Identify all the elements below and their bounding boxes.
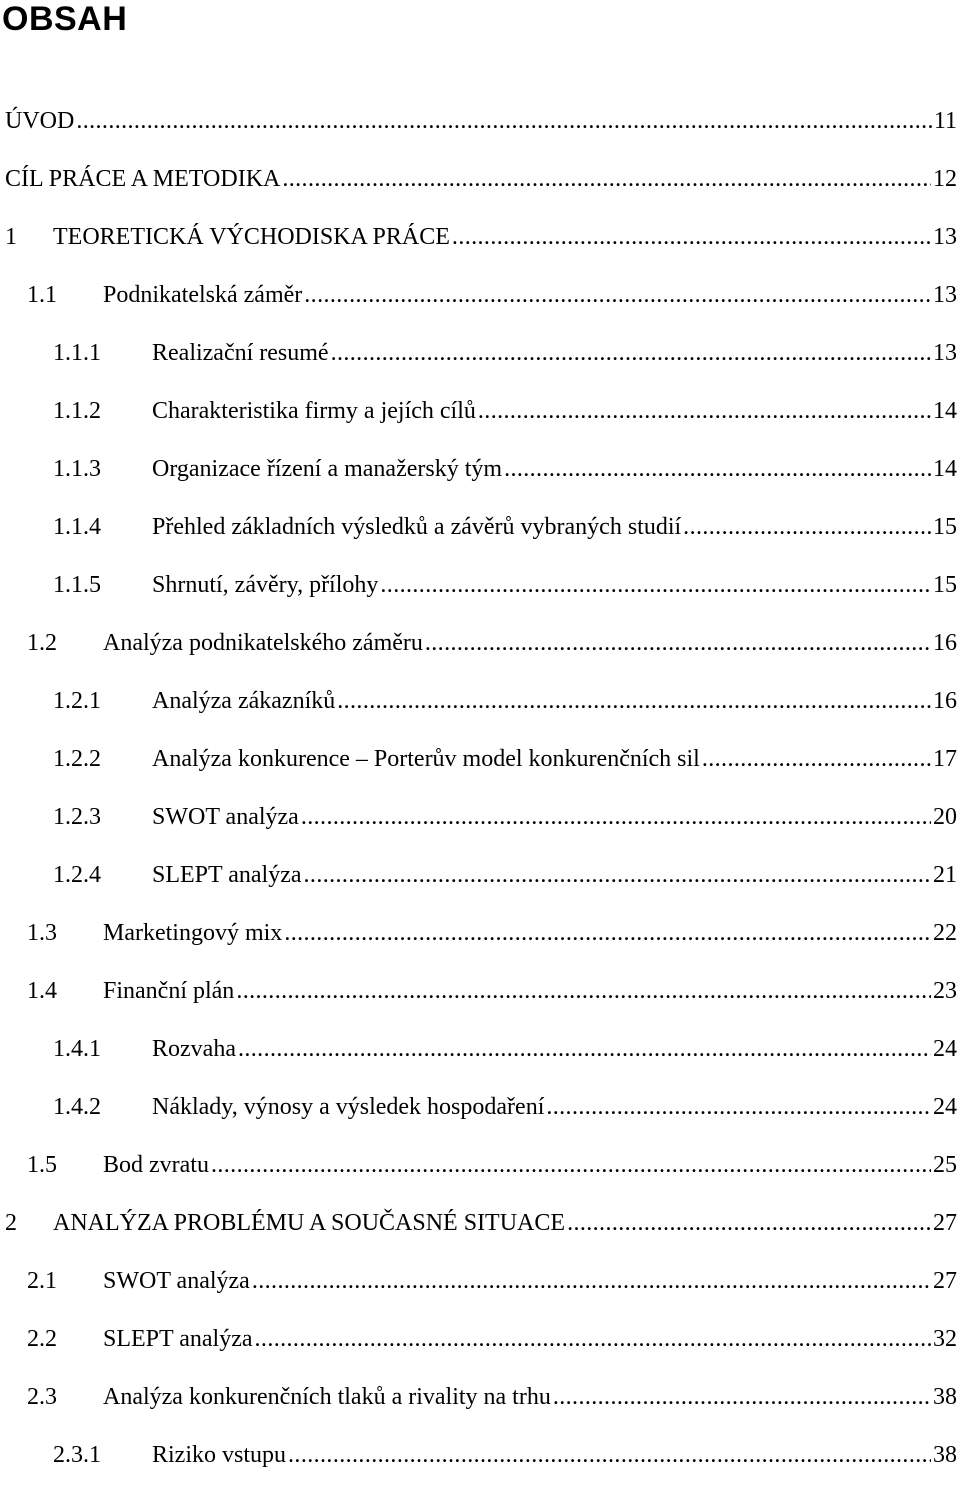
toc-entry-line[interactable] [27,273,957,317]
toc-dot-leader [337,679,931,723]
toc-entry-line[interactable] [27,1317,957,1361]
toc-entry-page-number[interactable]: 14 [933,398,957,424]
toc-entry-title[interactable]: Realizační resumé [152,340,329,366]
toc-entry-page-number[interactable]: 38 [933,1384,957,1410]
toc-entry-line[interactable] [53,679,957,723]
toc-entry-title[interactable]: Analýza podnikatelského záměru [103,630,423,656]
toc-entry-title[interactable]: Bod zvratu [103,1152,209,1178]
toc-entry[interactable] [0,1433,960,1491]
toc-entry[interactable] [0,795,960,853]
toc-entry[interactable] [0,331,960,389]
toc-dot-leader [683,505,931,549]
page-title: OBSAH [2,0,128,38]
toc-entry-number: 2.2 [27,1326,57,1352]
toc-entry-number: 1.2 [27,630,57,656]
toc-entry-page-number[interactable]: 16 [933,630,957,656]
toc-entry-title[interactable]: Charakteristika firmy a jejích cílů [152,398,476,424]
toc-entry[interactable] [0,389,960,447]
toc-entry[interactable] [0,1143,960,1201]
toc-dot-leader [304,273,931,317]
toc-entry[interactable] [0,1259,960,1317]
toc-entry-page-number[interactable]: 12 [933,166,957,192]
toc-entry-line[interactable] [5,99,957,143]
toc-entry[interactable] [0,1317,960,1375]
toc-dot-leader [546,1085,931,1129]
toc-entry[interactable] [0,215,960,273]
toc-entry-number: 1.2.1 [53,688,101,714]
toc-entry-title[interactable]: SWOT analýza [103,1268,250,1294]
toc-entry-page-number[interactable]: 14 [933,456,957,482]
toc-entry-line[interactable] [27,1375,957,1419]
toc-entry-page-number[interactable]: 13 [933,340,957,366]
toc-dot-leader [702,737,931,781]
toc-entry-title[interactable]: Marketingový mix [103,920,283,946]
toc-entry-number: 1.1 [27,282,57,308]
toc-entry-title[interactable]: SLEPT analýza [103,1326,253,1352]
toc-dot-leader [567,1201,931,1245]
toc-entry-title[interactable]: CÍL PRÁCE A METODIKA [5,166,281,192]
toc-entry[interactable] [0,1201,960,1259]
toc-dot-leader [252,1259,931,1303]
toc-entry-title[interactable]: Riziko vstupu [152,1442,287,1468]
toc-entry[interactable] [0,505,960,563]
toc-entry-page-number[interactable]: 11 [933,108,957,134]
toc-entry-title[interactable]: Finanční plán [103,978,235,1004]
toc-dot-leader [236,969,931,1013]
toc-entry[interactable] [0,621,960,679]
toc-entry[interactable] [0,273,960,331]
toc-entry-number: 2.3 [27,1384,57,1410]
toc-dot-leader [331,331,931,375]
toc-entry-title[interactable]: Analýza konkurenčních tlaků a rivality na trhu [103,1384,551,1410]
toc-entry-page-number[interactable]: 25 [933,1152,957,1178]
toc-entry-number: 1.2.4 [53,862,101,888]
toc-entry-number: 1.1.3 [53,456,101,482]
toc-entry-number: 1.4 [27,978,57,1004]
toc-entry[interactable] [0,679,960,737]
toc-entry[interactable] [0,969,960,1027]
toc-entry-title[interactable]: ANALÝZA PROBLÉMU A SOUČASNÉ SITUACE [53,1210,566,1236]
toc-entry-page-number[interactable]: 16 [933,688,957,714]
toc-entry[interactable] [0,911,960,969]
toc-dot-leader [425,621,931,665]
toc-entry-page-number[interactable]: 13 [933,282,957,308]
toc-entry[interactable] [0,1085,960,1143]
toc-entry[interactable] [0,447,960,505]
toc-entry[interactable] [0,99,960,157]
toc-entry-page-number[interactable]: 17 [933,746,957,772]
toc-entry-line[interactable] [53,563,957,607]
toc-entry-line[interactable] [53,737,957,781]
toc-entry-page-number[interactable]: 20 [933,804,957,830]
toc-entry-line[interactable] [53,447,957,491]
toc-entry-line[interactable] [53,795,957,839]
toc-entry-line[interactable] [27,969,957,1013]
toc-entry[interactable] [0,157,960,215]
toc-entry-page-number[interactable]: 24 [933,1036,957,1062]
toc-entry-line[interactable] [53,853,957,897]
toc-entry-title[interactable]: ÚVOD [5,108,75,134]
toc-entry-line[interactable] [53,1433,957,1477]
toc-entry-title[interactable]: TEORETICKÁ VÝCHODISKA PRÁCE [53,224,450,250]
toc-entry-line[interactable] [53,389,957,433]
toc-entry[interactable] [0,737,960,795]
toc-dot-leader [76,99,932,143]
toc-dot-leader [282,157,931,201]
toc-dot-leader [238,1027,931,1071]
toc-dot-leader [284,911,931,955]
toc-dot-leader [288,1433,931,1477]
toc-dot-leader [452,215,931,259]
toc-entry-page-number[interactable]: 15 [933,572,957,598]
toc-entry-number: 1.2.3 [53,804,101,830]
toc-entry-number: 2 [5,1210,17,1236]
toc-entry-number: 1.2.2 [53,746,101,772]
toc-entry-number: 2.3.1 [53,1442,101,1468]
toc-dot-leader [380,563,931,607]
toc-entry-line[interactable] [53,1027,957,1071]
toc-entry[interactable] [0,563,960,621]
toc-entry-number: 2.1 [27,1268,57,1294]
toc-entry-page-number[interactable]: 21 [933,862,957,888]
toc-entry-number: 1.4.1 [53,1036,101,1062]
toc-entry-line[interactable] [53,505,957,549]
toc-dot-leader [301,795,931,839]
toc-dot-leader [255,1317,931,1361]
toc-entry-page-number[interactable]: 32 [933,1326,957,1352]
toc-entry[interactable] [0,853,960,911]
toc-entry-line[interactable] [27,1143,957,1187]
toc-entry-number: 1.1.1 [53,340,101,366]
toc-entry-title[interactable]: Analýza konkurence – Porterův model konkurenčních sil [152,746,700,772]
toc-entry-number: 1.5 [27,1152,57,1178]
toc-entry-page-number[interactable]: 24 [933,1094,957,1120]
toc-entry-page-number[interactable]: 22 [933,920,957,946]
toc-entry-page-number[interactable]: 23 [933,978,957,1004]
toc-entry-number: 1.3 [27,920,57,946]
toc-entry-number: 1.4.2 [53,1094,101,1120]
toc-dot-leader [553,1375,931,1419]
toc-entry-title[interactable]: SLEPT analýza [152,862,302,888]
toc-entry-number: 1.1.4 [53,514,101,540]
toc-entry-page-number[interactable]: 27 [933,1210,957,1236]
toc-entry-line[interactable] [27,1259,957,1303]
toc-entry[interactable] [0,1027,960,1085]
toc-entry-title[interactable]: Rozvaha [152,1036,236,1062]
toc-entry-title[interactable]: Podnikatelská záměr [103,282,303,308]
toc-entry-title[interactable]: Shrnutí, závěry, přílohy [152,572,379,598]
toc-entry-line[interactable] [27,911,957,955]
toc-entry-page-number[interactable]: 38 [933,1442,957,1468]
toc-entry-number: 1.1.2 [53,398,101,424]
toc-entry-page-number[interactable]: 27 [933,1268,957,1294]
toc-entry-line[interactable] [5,215,957,259]
toc-entry-title[interactable]: Přehled základních výsledků a závěrů vybraných studií [152,514,682,540]
toc-entry-line[interactable] [53,1085,957,1129]
toc-entry-line[interactable] [5,1201,957,1245]
toc-dot-leader [211,1143,931,1187]
toc-entry[interactable] [0,1375,960,1433]
table-of-contents [0,99,960,1491]
toc-entry-title[interactable]: Organizace řízení a manažerský tým [152,456,503,482]
toc-entry-number: 1.1.5 [53,572,101,598]
toc-entry-title[interactable]: Náklady, výnosy a výsledek hospodaření [152,1094,545,1120]
toc-entry-number: 1 [5,224,17,250]
toc-dot-leader [504,447,931,491]
toc-dot-leader [478,389,931,433]
toc-entry-page-number[interactable]: 15 [933,514,957,540]
toc-dot-leader [304,853,931,897]
toc-entry-line[interactable] [5,157,957,201]
toc-entry-page-number[interactable]: 13 [933,224,957,250]
toc-entry-title[interactable]: SWOT analýza [152,804,299,830]
toc-entry-line[interactable] [27,621,957,665]
toc-entry-title[interactable]: Analýza zákazníků [152,688,336,714]
toc-entry-line[interactable] [53,331,957,375]
